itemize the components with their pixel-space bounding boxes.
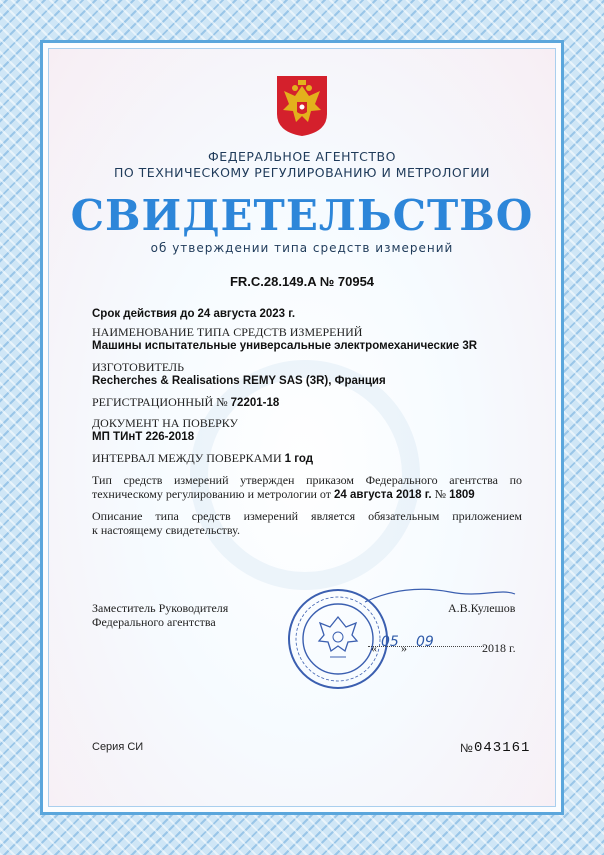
signatory-role-line2: Федерального агентства: [92, 615, 216, 629]
interval-row: [92, 451, 522, 466]
agency-name-line2: ПО ТЕХНИЧЕСКОМУ РЕГУЛИРОВАНИЮ И МЕТРОЛОГИИ: [113, 165, 491, 180]
validity-value: 24 августа 2023 г.: [197, 308, 296, 320]
registration-value: 72201-18: [230, 397, 280, 409]
issue-day: 05: [381, 634, 399, 650]
agency-name-line1: ФЕДЕРАЛЬНОЕ АГЕНТСТВО: [208, 149, 396, 164]
order-date: 24 августа 2018 г.: [334, 489, 432, 501]
serial-number: 043161: [474, 740, 531, 756]
validity-row: [92, 306, 522, 321]
verification-doc-value: МП ТИнТ 226-2018: [92, 431, 195, 443]
manufacturer-label: ИЗГОТОВИТЕЛЬ: [92, 360, 185, 374]
verification-doc-label: ДОКУМЕНТ НА ПОВЕРКУ: [92, 416, 239, 430]
date-open-quote: «: [371, 641, 377, 655]
order-line1: Тип средств измерений утвержден приказом Федерального агентства по: [92, 473, 522, 487]
signatory-name: А.В.Кулешов: [448, 601, 516, 615]
manufacturer-value: Recherches & Realisations REMY SAS (3R), Франция: [92, 375, 386, 387]
document-title: СВИДЕТЕЛЬСТВО: [70, 191, 534, 240]
description-line1: Описание типа средств измерений является обязательным приложением: [92, 509, 522, 523]
order-line2-prefix: техническому регулированию и метрологии от: [92, 487, 332, 501]
registration-row: [92, 395, 522, 410]
date-close-quote: »: [401, 641, 407, 655]
series-label: Серия СИ: [92, 741, 144, 753]
document-subtitle: об утверждении типа средств измерений: [150, 241, 454, 255]
interval-value: 1 год: [284, 453, 314, 465]
interval-label: ИНТЕРВАЛ МЕЖДУ ПОВЕРКАМИ: [92, 451, 282, 465]
russian-coat-of-arms-icon: [275, 74, 329, 138]
official-stamp-icon: [286, 587, 390, 691]
date-underline: [368, 646, 484, 647]
order-number-sign: №: [434, 487, 447, 501]
issue-year: 2018 г.: [482, 641, 516, 655]
signatory-role-line1: Заместитель Руководителя: [92, 601, 229, 615]
validity-label: Срок действия до: [92, 308, 195, 320]
type-name-label: НАИМЕНОВАНИЕ ТИПА СРЕДСТВ ИЗМЕРЕНИЙ: [92, 325, 363, 339]
issue-month: 09: [416, 634, 434, 650]
type-name-value: Машины испытательные универсальные электромеханические 3R: [92, 340, 478, 352]
order-number: 1809: [449, 489, 475, 501]
registration-label: РЕГИСТРАЦИОННЫЙ №: [92, 395, 228, 409]
serial-sign: №: [460, 741, 473, 755]
order-line2: [92, 487, 522, 502]
certificate-number: FR.C.28.149.A № 70954: [229, 274, 375, 289]
description-line2: к настоящему свидетельству.: [92, 523, 240, 537]
